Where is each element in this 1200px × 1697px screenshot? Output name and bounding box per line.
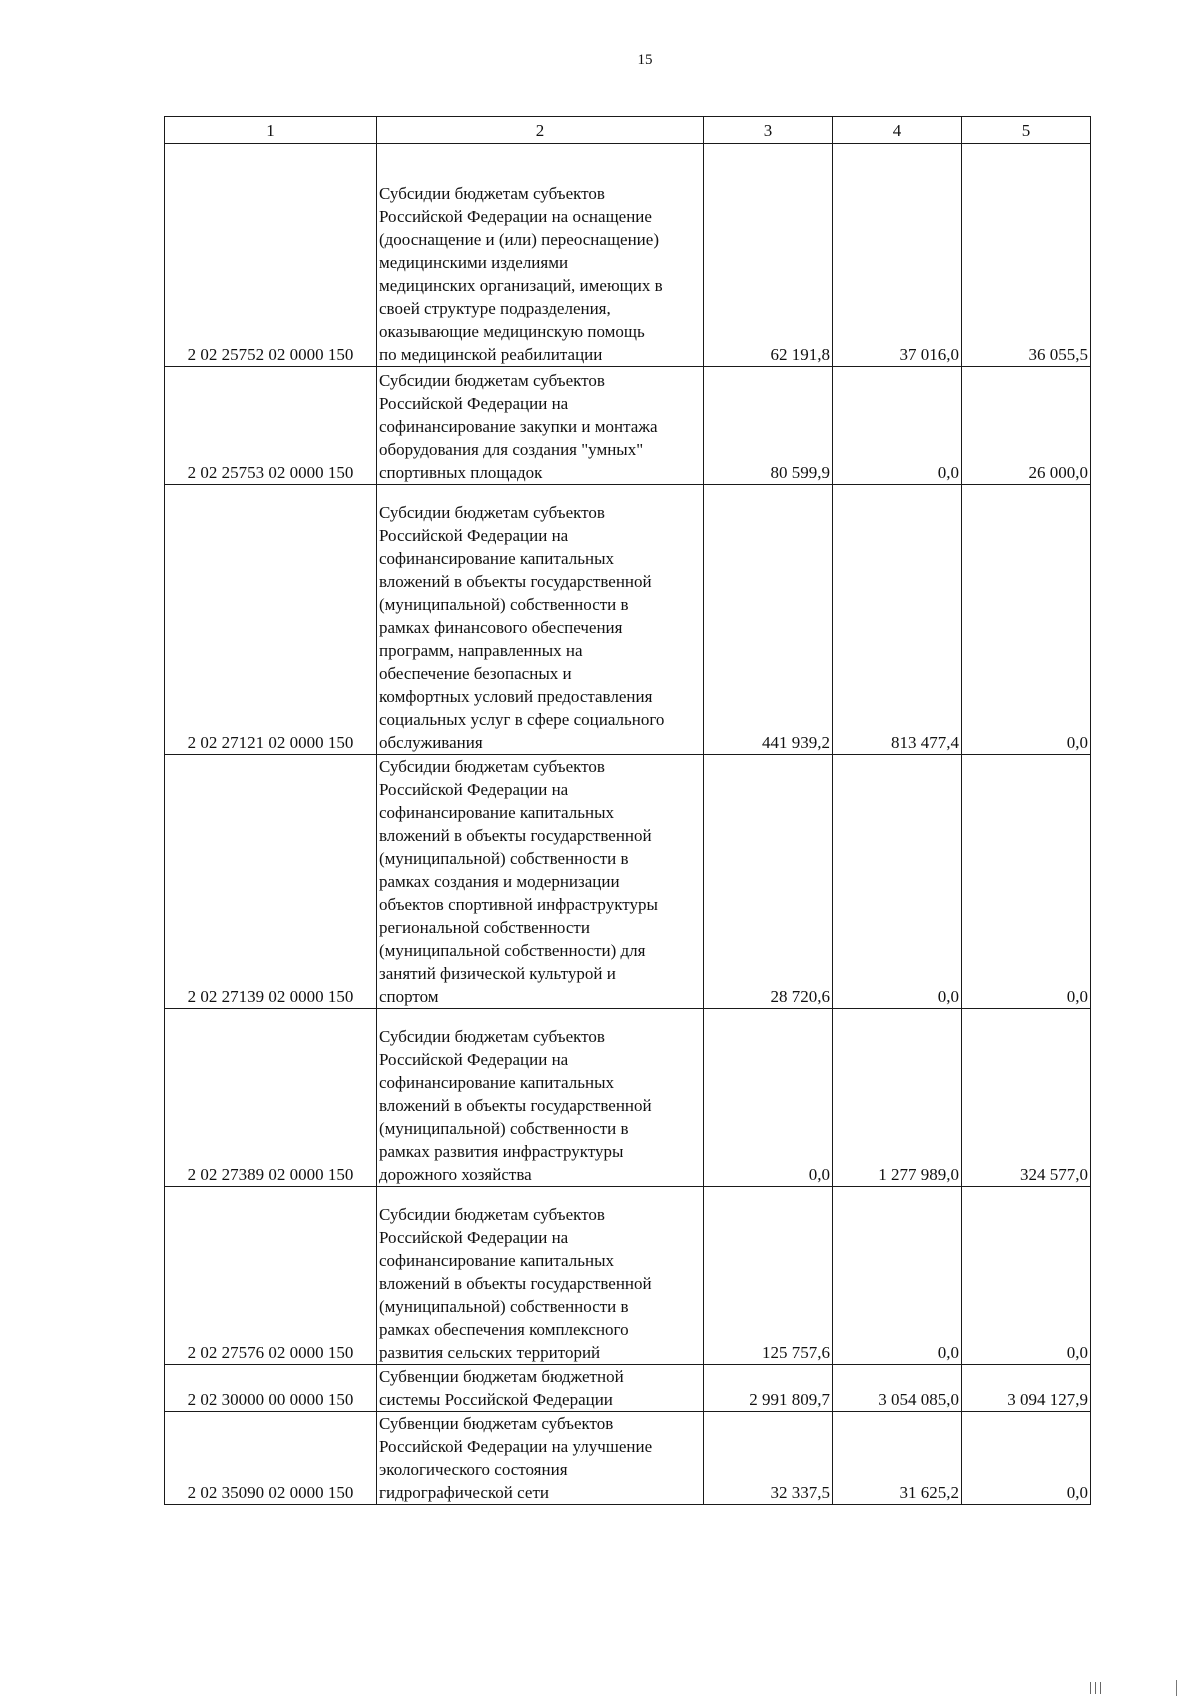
amount-column-4-cell: 1 277 989,0 <box>833 1009 962 1187</box>
description-line: рамках обеспечения комплексного <box>379 1320 629 1339</box>
description-line: вложений в объекты государственной <box>379 1274 652 1293</box>
budget-code-cell: 2 02 27576 02 0000 150 <box>165 1187 377 1365</box>
amount-column-4-cell: 0,0 <box>833 367 962 485</box>
description-line: оказывающие медицинскую помощь <box>379 322 645 341</box>
description-line: развития сельских территорий <box>379 1343 601 1362</box>
scan-footer-mark <box>1090 1682 1120 1694</box>
table-row <box>165 144 1091 367</box>
table-row <box>165 1412 1091 1505</box>
table-row <box>165 1009 1091 1187</box>
description-line: программ, направленных на <box>379 641 583 660</box>
description-line: (муниципальной) собственности в <box>379 1297 629 1316</box>
description-line: экологического состояния <box>379 1460 568 1479</box>
description-line: рамках финансового обеспечения <box>379 618 623 637</box>
description-cell <box>377 485 704 755</box>
description-line: Субсидии бюджетам субъектов <box>379 1205 605 1224</box>
description-line: (муниципальной) собственности в <box>379 849 629 868</box>
description-line: софинансирование капитальных <box>379 549 614 568</box>
description-line: спортивных площадок <box>379 463 543 482</box>
description-cell <box>377 367 704 485</box>
table-body <box>165 144 1091 1505</box>
budget-code-cell: 2 02 35090 02 0000 150 <box>165 1412 377 1505</box>
description-cell <box>377 1009 704 1187</box>
description-line: вложений в объекты государственной <box>379 826 652 845</box>
description-line: Субвенции бюджетам субъектов <box>379 1414 614 1433</box>
description-line: Российской Федерации на <box>379 780 569 799</box>
description-line: медицинских организаций, имеющих в <box>379 276 663 295</box>
amount-column-4-cell: 3 054 085,0 <box>833 1365 962 1412</box>
amount-column-3-cell: 80 599,9 <box>704 367 833 485</box>
description-line: Российской Федерации на <box>379 1050 569 1069</box>
description-line: софинансирование закупки и монтажа <box>379 417 658 436</box>
description-line: Российской Федерации на оснащение <box>379 207 652 226</box>
page-number: 15 <box>637 52 653 68</box>
amount-column-3-cell: 441 939,2 <box>704 485 833 755</box>
amount-column-3-cell: 2 991 809,7 <box>704 1365 833 1412</box>
column-header-2: 2 <box>377 117 704 144</box>
column-header-5: 5 <box>962 117 1091 144</box>
description-line: объектов спортивной инфраструктуры <box>379 895 658 914</box>
amount-column-4-cell: 0,0 <box>833 1187 962 1365</box>
description-line: региональной собственности <box>379 918 590 937</box>
description-line: дорожного хозяйства <box>379 1165 532 1184</box>
description-line: системы Российской Федерации <box>379 1390 613 1409</box>
budget-code-cell: 2 02 25753 02 0000 150 <box>165 367 377 485</box>
scan-edge-mark <box>1176 1680 1177 1696</box>
description-line: Субсидии бюджетам субъектов <box>379 757 605 776</box>
description-line: Субвенции бюджетам бюджетной <box>379 1367 624 1386</box>
description-line: (муниципальной) собственности в <box>379 1119 629 1138</box>
description-line: Субсидии бюджетам субъектов <box>379 184 605 203</box>
amount-column-4-cell: 813 477,4 <box>833 485 962 755</box>
amount-column-3-cell: 32 337,5 <box>704 1412 833 1505</box>
budget-code-cell: 2 02 25752 02 0000 150 <box>165 144 377 367</box>
amount-column-3-cell: 125 757,6 <box>704 1187 833 1365</box>
description-line: медицинскими изделиями <box>379 253 569 272</box>
description-line: социальных услуг в сфере социального <box>379 710 665 729</box>
description-line: софинансирование капитальных <box>379 1251 614 1270</box>
description-line: софинансирование капитальных <box>379 1073 614 1092</box>
description-line: Субсидии бюджетам субъектов <box>379 503 605 522</box>
amount-column-4-cell: 31 625,2 <box>833 1412 962 1505</box>
amount-column-5-cell: 3 094 127,9 <box>962 1365 1091 1412</box>
description-line: вложений в объекты государственной <box>379 572 652 591</box>
description-cell <box>377 1365 704 1412</box>
description-cell <box>377 1187 704 1365</box>
description-line: по медицинской реабилитации <box>379 345 603 364</box>
description-cell <box>377 1412 704 1505</box>
budget-code-cell: 2 02 27121 02 0000 150 <box>165 485 377 755</box>
description-line: рамках развития инфраструктуры <box>379 1142 624 1161</box>
amount-column-4-cell: 0,0 <box>833 755 962 1009</box>
description-line: Российской Федерации на <box>379 1228 569 1247</box>
amount-column-5-cell: 26 000,0 <box>962 367 1091 485</box>
description-line: спортом <box>379 987 439 1006</box>
description-line: оборудования для создания "умных" <box>379 440 644 459</box>
amount-column-5-cell: 0,0 <box>962 1412 1091 1505</box>
header-row <box>165 117 1091 144</box>
description-cell <box>377 755 704 1009</box>
table-row <box>165 485 1091 755</box>
amount-column-3-cell: 28 720,6 <box>704 755 833 1009</box>
table-row <box>165 1365 1091 1412</box>
table-row <box>165 755 1091 1009</box>
description-line: гидрографической сети <box>379 1483 549 1502</box>
amount-column-5-cell: 0,0 <box>962 1187 1091 1365</box>
description-line: (муниципальной) собственности в <box>379 595 629 614</box>
budget-code-cell: 2 02 27389 02 0000 150 <box>165 1009 377 1187</box>
description-line: софинансирование капитальных <box>379 803 614 822</box>
description-line: вложений в объекты государственной <box>379 1096 652 1115</box>
description-line: комфортных условий предоставления <box>379 687 653 706</box>
description-line: занятий физической культурой и <box>379 964 616 983</box>
column-header-1: 1 <box>165 117 377 144</box>
table-row <box>165 367 1091 485</box>
description-line: Российской Федерации на <box>379 526 569 545</box>
description-line: Российской Федерации на улучшение <box>379 1437 653 1456</box>
budget-code-cell: 2 02 27139 02 0000 150 <box>165 755 377 1009</box>
amount-column-5-cell: 324 577,0 <box>962 1009 1091 1187</box>
description-line: Российской Федерации на <box>379 394 569 413</box>
description-cell <box>377 144 704 367</box>
description-line: (муниципальной собственности) для <box>379 941 646 960</box>
description-line: Субсидии бюджетам субъектов <box>379 1027 605 1046</box>
description-line: (дооснащение и (или) переоснащение) <box>379 230 659 249</box>
description-line: своей структуре подразделения, <box>379 299 611 318</box>
table-row <box>165 1187 1091 1365</box>
amount-column-4-cell: 37 016,0 <box>833 144 962 367</box>
amount-column-5-cell: 36 055,5 <box>962 144 1091 367</box>
column-header-4: 4 <box>833 117 962 144</box>
budget-code-cell: 2 02 30000 00 0000 150 <box>165 1365 377 1412</box>
description-line: Субсидии бюджетам субъектов <box>379 371 605 390</box>
column-header-3: 3 <box>704 117 833 144</box>
amount-column-3-cell: 62 191,8 <box>704 144 833 367</box>
amount-column-3-cell: 0,0 <box>704 1009 833 1187</box>
description-line: обеспечение безопасных и <box>379 664 572 683</box>
description-line: рамках создания и модернизации <box>379 872 620 891</box>
amount-column-5-cell: 0,0 <box>962 755 1091 1009</box>
budget-table <box>164 116 1091 1505</box>
description-line: обслуживания <box>379 733 483 752</box>
amount-column-5-cell: 0,0 <box>962 485 1091 755</box>
